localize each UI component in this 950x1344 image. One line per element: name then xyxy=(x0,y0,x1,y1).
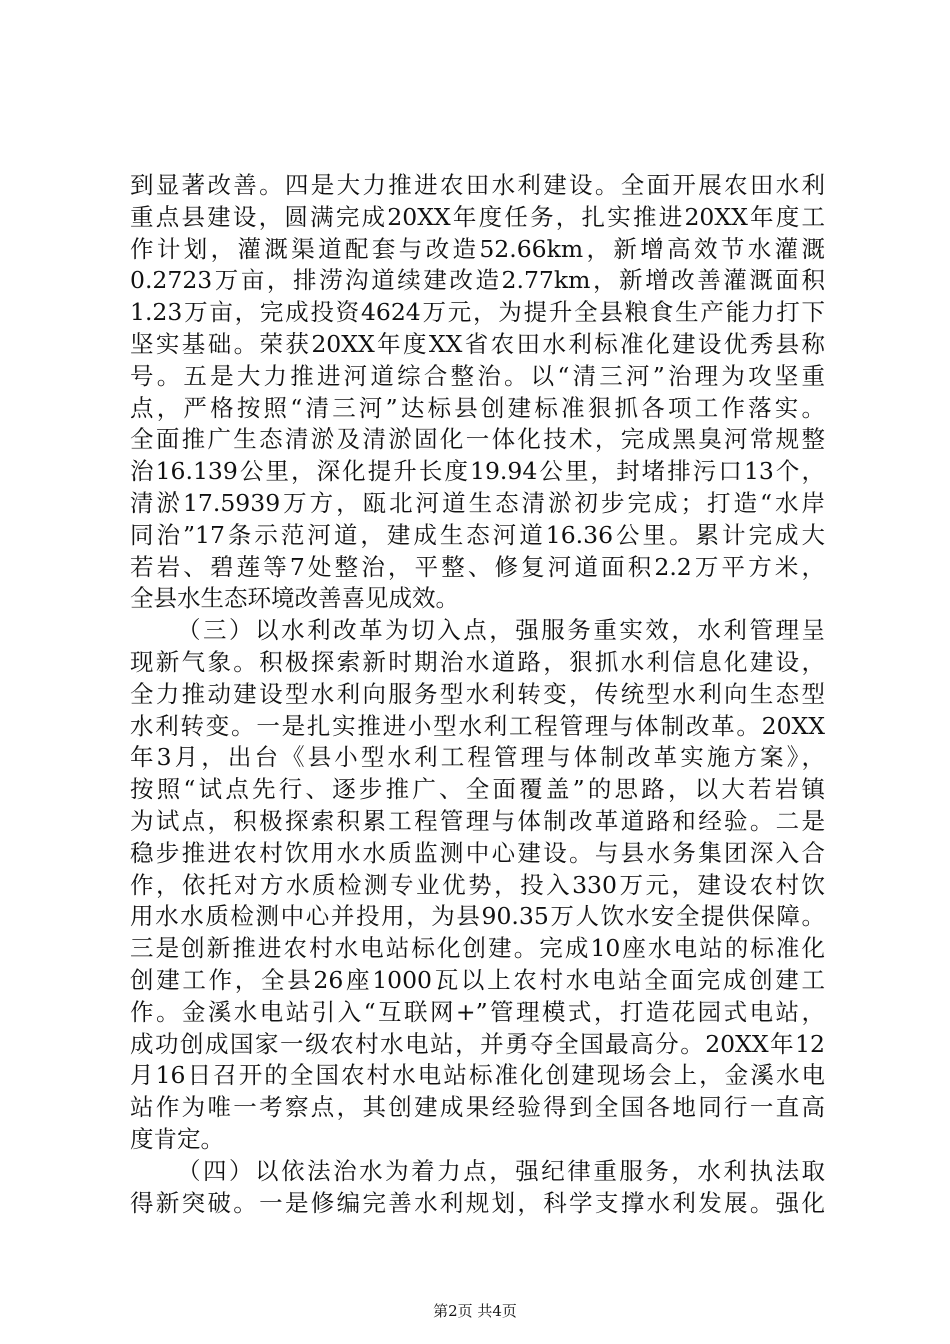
text-line: 点，严格按照“清三河”达标县创建标准狠抓各项工作落实。 xyxy=(130,393,825,422)
text-line: 按照“试点先行、逐步推广、全面覆盖”的思路，以大若岩镇 xyxy=(130,775,825,804)
text-line: 年3月，出台《县小型水利工程管理与体制改革实施方案》， xyxy=(130,743,825,772)
paragraph-end-line: 全县水生态环境改善喜见成效。 xyxy=(130,584,459,613)
section-heading-line: （三）以水利改革为切入点，强服务重实效，水利管理呈 xyxy=(177,616,825,645)
text-line: 三是创新推进农村水电站标化创建。完成10座水电站的标准化 xyxy=(130,934,825,963)
paragraph-end-line: 度肯定。 xyxy=(130,1124,224,1153)
text-line: 重点县建设，圆满完成20XX年度任务，扎实推进20XX年度工 xyxy=(130,202,825,231)
text-line: 现新气象。积极探索新时期治水道路，狠抓水利信息化建设， xyxy=(130,647,825,676)
text-line: 水利转变。一是扎实推进小型水利工程管理与体制改革。20XX xyxy=(130,711,825,740)
text-line: 站作为唯一考察点，其创建成果经验得到全国各地同行一直高 xyxy=(130,1093,825,1122)
text-line: 月16日召开的全国农村水电站标准化创建现场会上，金溪水电 xyxy=(130,1061,825,1090)
text-line: 坚实基础。荣获20XX年度XX省农田水利标准化建设优秀县称 xyxy=(130,329,825,358)
document-body xyxy=(130,170,825,1219)
text-line: 0.2723万亩，排涝沟道续建改造2.77km，新增改善灌溉面积 xyxy=(130,266,825,295)
text-line: 用水水质检测中心并投用，为县90.35万人饮水安全提供保障。 xyxy=(130,902,825,931)
text-line: 作。金溪水电站引入“互联网+”管理模式，打造花园式电站， xyxy=(130,997,825,1026)
text-line: 清淤17.5939万方，瓯北河道生态清淤初步完成；打造“水岸 xyxy=(130,488,825,517)
text-line: 全力推动建设型水利向服务型水利转变，传统型水利向生态型 xyxy=(130,679,825,708)
text-line: 得新突破。一是修编完善水利规划，科学支撑水利发展。强化 xyxy=(130,1188,825,1217)
text-line: 作，依托对方水质检测专业优势，投入330万元，建设农村饮 xyxy=(130,870,825,899)
text-line: 全面推广生态清淤及清淤固化一体化技术，完成黑臭河常规整 xyxy=(130,425,825,454)
text-line: 稳步推进农村饮用水水质监测中心建设。与县水务集团深入合 xyxy=(130,838,825,867)
text-line: 到显著改善。四是大力推进农田水利建设。全面开展农田水利 xyxy=(130,171,825,199)
text-line: 号。五是大力推进河道综合整治。以“清三河”治理为攻坚重 xyxy=(130,361,825,390)
text-line: 1.23万亩，完成投资4624万元，为提升全县粮食生产能力打下 xyxy=(130,298,825,327)
text-line: 为试点，积极探索积累工程管理与体制改革道路和经验。二是 xyxy=(130,806,825,835)
section-heading-line: （四）以依法治水为着力点，强纪律重服务，水利执法取 xyxy=(177,1156,825,1185)
text-line: 成功创成国家一级农村水电站，并勇夺全国最高分。20XX年12 xyxy=(130,1029,825,1058)
text-line: 若岩、碧莲等7处整治，平整、修复河道面积2.2万平方米， xyxy=(130,552,825,581)
text-line: 作计划，灌溉渠道配套与改造52.66km，新增高效节水灌溉 xyxy=(130,234,825,263)
page-number-footer: 第2页 共4页 xyxy=(433,1302,517,1320)
text-line: 同治”17条示范河道，建成生态河道16.36公里。累计完成大 xyxy=(130,520,825,549)
text-line: 治16.139公里，深化提升长度19.94公里，封堵排污口13个， xyxy=(130,457,825,486)
text-line: 创建工作，全县26座1000瓦以上农村水电站全面完成创建工 xyxy=(130,965,825,994)
